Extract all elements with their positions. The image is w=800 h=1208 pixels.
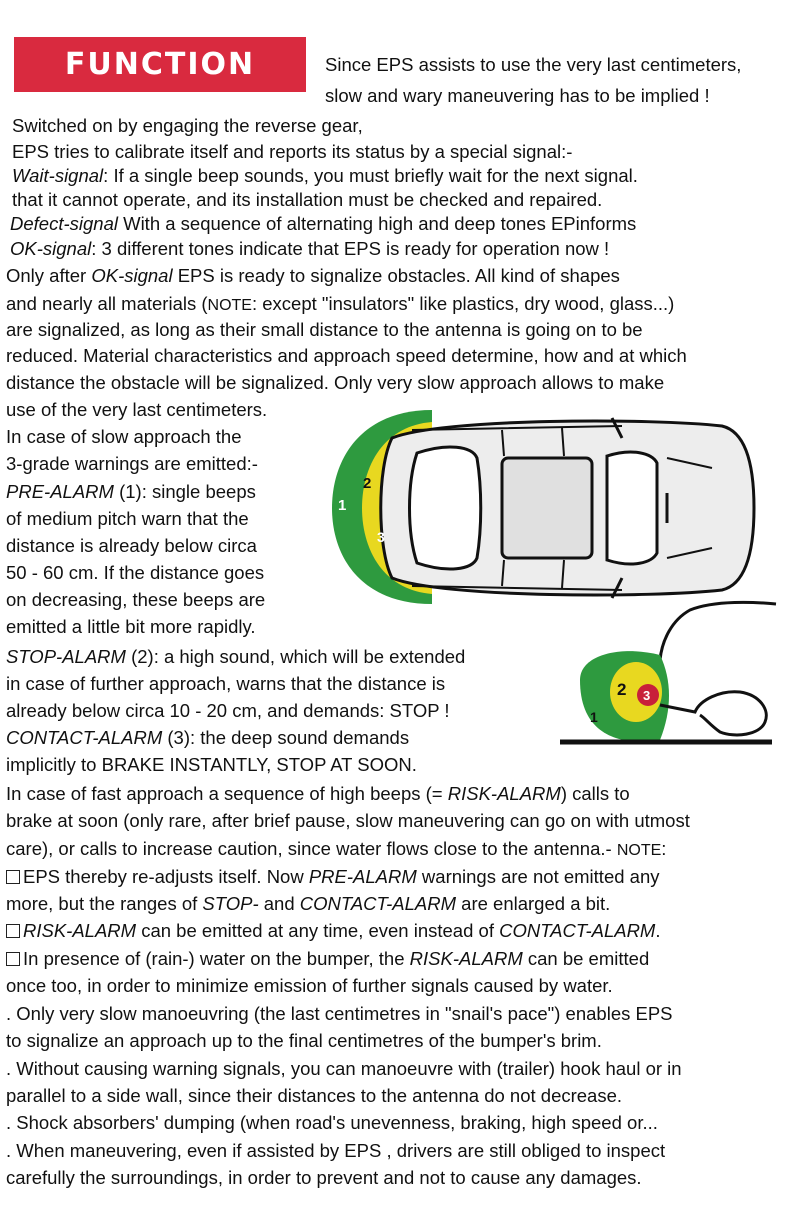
text-line	[6, 508, 249, 530]
text-line	[6, 920, 661, 942]
text-fragment: more, but the ranges of	[6, 893, 203, 914]
text-line	[6, 1167, 642, 1189]
text-fragment: brake at soon (only rare, after brief pause, slow maneuvering can go on with utmost	[6, 810, 690, 831]
text-fragment: With a sequence of alternating high and deep tones EPinforms	[117, 213, 637, 234]
text-line	[6, 399, 267, 421]
text-fragment: and nearly all materials (	[6, 293, 208, 314]
text-line	[6, 453, 258, 475]
text-fragment: ) calls to	[560, 783, 630, 804]
text-line	[6, 1112, 658, 1134]
text-fragment: . Without causing warning signals, you can manoeuvre with (trailer) hook haul or in	[6, 1058, 682, 1079]
text-fragment: already below circa 10 - 20 cm, and demands: STOP !	[6, 700, 450, 721]
text-fragment: . Shock absorbers' dumping (when road's unevenness, braking, high speed or...	[6, 1112, 658, 1133]
side-zone-label-1: 1	[590, 709, 598, 725]
text-line	[6, 838, 666, 862]
text-fragment: (1): single beeps	[113, 481, 256, 502]
text-line	[6, 727, 409, 749]
text-line	[6, 646, 465, 668]
text-fragment: to signalize an approach up to the final centimetres of the bumper's brim.	[6, 1030, 602, 1051]
side-zone-label-2: 2	[617, 680, 627, 699]
text-fragment: PRE-ALARM	[6, 481, 114, 502]
text-line	[6, 1140, 665, 1162]
text-line	[6, 319, 643, 341]
text-fragment: In presence of (rain-) water on the bumper, the	[23, 948, 410, 969]
text-fragment: (2): a high sound, which will be extended	[125, 646, 466, 667]
text-fragment: once too, in order to minimize emission of further signals caused by water.	[6, 975, 613, 996]
text-fragment: NOTE	[207, 297, 252, 314]
text-fragment: RISK-ALARM	[23, 920, 137, 941]
text-line	[12, 115, 363, 137]
text-line	[6, 562, 264, 584]
text-fragment: are signalized, as long as their small distance to the antenna is going on to be	[6, 319, 643, 340]
text-fragment: 50 - 60 cm. If the distance goes	[6, 562, 265, 583]
text-line	[6, 783, 630, 805]
text-fragment: EPS thereby re-adjusts itself. Now	[23, 866, 309, 887]
text-line	[6, 866, 659, 888]
text-fragment: : If a single beep sounds, you must briefly wait for the next signal.	[103, 165, 638, 186]
zone-label-2: 2	[363, 475, 372, 492]
text-line	[6, 700, 450, 722]
checkbox-square-icon	[6, 924, 20, 938]
text-line	[6, 673, 445, 695]
text-line	[10, 213, 636, 235]
text-fragment: OK-signal	[91, 265, 173, 286]
text-fragment: . When maneuvering, even if assisted by EPS , drivers are still obliged to inspect	[6, 1140, 666, 1161]
text-fragment: care), or calls to increase caution, since water flows close to the antenna.-	[6, 838, 617, 859]
zone-label-3: 3	[377, 529, 385, 545]
text-line	[6, 948, 649, 970]
text-line	[6, 975, 613, 997]
text-fragment: parallel to a side wall, since their distances to the antenna do not decrease.	[6, 1085, 623, 1106]
text-fragment: that it cannot operate, and its installation must be checked and repaired.	[12, 189, 603, 210]
text-fragment: in case of further approach, warns that the distance is	[6, 673, 446, 694]
text-line	[6, 810, 690, 832]
text-fragment: implicitly to BRAKE INSTANTLY, STOP AT SOON.	[6, 754, 417, 775]
function-banner: FUNCTION	[14, 37, 306, 92]
text-fragment: Wait-signal	[12, 165, 104, 186]
text-fragment: Defect-signal	[10, 213, 118, 234]
checkbox-square-icon	[6, 870, 20, 884]
text-fragment: warnings are not emitted any	[416, 866, 660, 887]
car-top-view-illustration	[322, 408, 762, 608]
text-line	[12, 141, 572, 163]
text-line	[6, 345, 687, 367]
intro-line-1: Since EPS assists to use the very last centimeters,	[325, 54, 742, 75]
text-fragment: distance the obstacle will be signalized. Only very slow approach allows to make	[6, 372, 665, 393]
text-line	[12, 165, 638, 187]
text-fragment: .	[655, 920, 661, 941]
text-fragment: In case of fast approach a sequence of high beeps (=	[6, 783, 448, 804]
text-fragment: RISK-ALARM	[447, 783, 561, 804]
text-line	[6, 1030, 602, 1052]
text-fragment: : 3 different tones indicate that EPS is ready for operation now !	[91, 238, 610, 259]
text-fragment: on decreasing, these beeps are	[6, 589, 266, 610]
text-fragment: use of the very last centimeters.	[6, 399, 268, 420]
text-line	[6, 1085, 622, 1107]
text-fragment: STOP-	[202, 893, 259, 914]
text-fragment: can be emitted at any time, even instead of	[136, 920, 500, 941]
text-fragment: :	[661, 838, 667, 859]
text-line	[6, 372, 664, 394]
text-fragment: and	[258, 893, 300, 914]
text-line	[6, 481, 256, 503]
text-fragment: : except "insulators" like plastics, dry wood, glass...)	[251, 293, 675, 314]
text-fragment: OK-signal	[10, 238, 92, 259]
text-fragment: (3): the deep sound demands	[162, 727, 410, 748]
text-fragment: . Only very slow manoeuvring (the last centimetres in "snail's pace") enables EPS	[6, 1003, 673, 1024]
text-fragment: Only after	[6, 265, 92, 286]
text-line	[6, 1003, 673, 1025]
text-line	[6, 893, 610, 915]
text-fragment: CONTACT-ALARM	[499, 920, 656, 941]
text-fragment: of medium pitch warn that the	[6, 508, 249, 529]
text-fragment: carefully the surroundings, in order to prevent and not to cause any damages.	[6, 1167, 642, 1188]
text-fragment: reduced. Material characteristics and approach speed determine, how and at which	[6, 345, 687, 366]
zone-label-1: 1	[338, 497, 347, 514]
text-fragment: STOP-ALARM	[6, 646, 126, 667]
text-line	[6, 535, 257, 557]
text-line	[6, 1058, 682, 1080]
text-fragment: Switched on by engaging the reverse gear,	[12, 115, 363, 136]
text-fragment: PRE-ALARM	[308, 866, 417, 887]
text-fragment: NOTE	[616, 842, 662, 859]
text-fragment: In case of slow approach the	[6, 426, 242, 447]
side-zone-label-3: 3	[643, 688, 651, 703]
text-fragment: CONTACT-ALARM	[299, 893, 457, 914]
text-line	[6, 754, 417, 776]
bumper-side-view-illustration	[560, 600, 790, 750]
text-fragment: emitted a little bit more rapidly.	[6, 616, 256, 637]
text-line	[6, 265, 620, 287]
text-fragment: EPS tries to calibrate itself and reports its status by a special signal:-	[12, 141, 573, 162]
text-fragment: CONTACT-ALARM	[6, 727, 163, 748]
text-line	[6, 426, 242, 448]
text-fragment: 3-grade warnings are emitted:-	[6, 453, 258, 474]
text-line	[6, 589, 265, 611]
text-fragment: RISK-ALARM	[409, 948, 523, 969]
text-fragment: are enlarged a bit.	[456, 893, 611, 914]
text-line	[10, 238, 609, 260]
text-fragment: EPS is ready to signalize obstacles. All kind of shapes	[172, 265, 620, 286]
checkbox-square-icon	[6, 952, 20, 966]
text-line	[6, 293, 674, 317]
text-fragment: can be emitted	[522, 948, 650, 969]
text-line	[12, 189, 602, 211]
intro-line-2: slow and wary maneuvering has to be implied !	[325, 85, 710, 106]
text-fragment: distance is already below circa	[6, 535, 257, 556]
text-line	[6, 616, 256, 638]
